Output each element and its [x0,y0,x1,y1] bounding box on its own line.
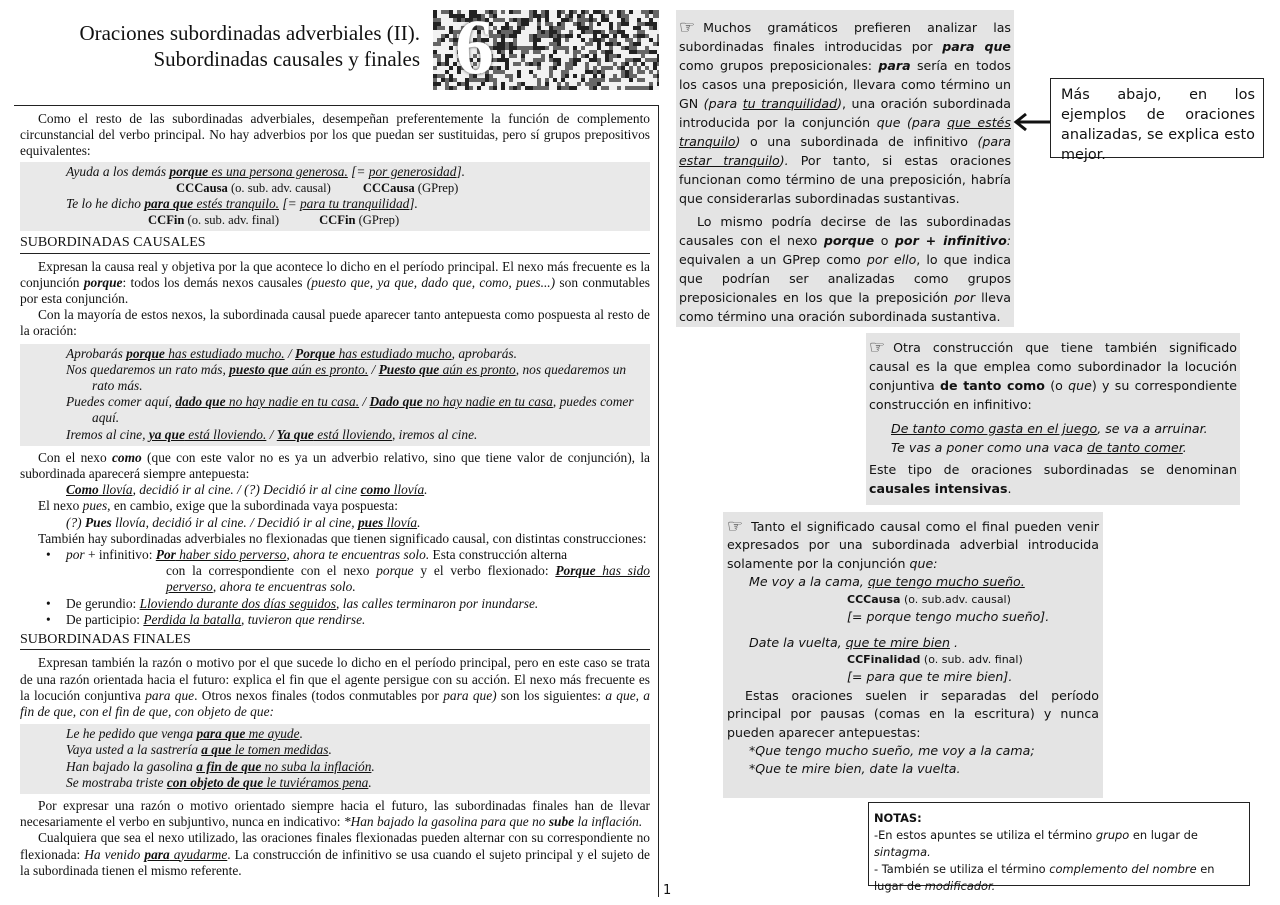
t: Nos quedaremos un rato más, [66,361,230,377]
nexo: como [360,482,391,498]
analysis-tag [727,592,1099,608]
t: aún es pronto [439,361,516,377]
list-item [66,612,650,628]
t: De participio: [66,611,144,627]
nexo: a fin de que [196,758,262,774]
t: o una subordinada de infinitivo [740,134,978,149]
example-text: para tu tranquilidad [299,196,410,212]
t: ) y su correspondiente construcción en infinitivo: [869,378,1238,412]
nexo: Ya que [276,426,314,442]
noflex-list [20,547,650,628]
t: La construcción de infinitivo se usa cuando el sujeto principal y el sujeto de la subordinada tienen el mismo referente. [20,846,650,878]
t: está lloviendo. [184,426,267,442]
unit-number: 6 [455,10,494,90]
t: que [1068,378,1092,393]
t: Este tipo de oraciones subordinadas se denominan [869,462,1237,477]
t: le tomen medidas [231,742,329,758]
note-box-que-causal-final [723,512,1103,798]
note-item [874,827,1246,861]
equivalence: [= porque tengo mucho sueño]. [847,608,1050,624]
t: , en cambio, exige que la subordinada vaya pospuesta: [107,498,398,514]
t: que (para [876,115,948,130]
t: estar tranquilo [679,153,780,168]
t: . [371,758,375,774]
nexo: porque [126,345,165,361]
causales-paragraph-1 [20,259,650,308]
causales-paragraph-como [20,450,650,482]
t: . [424,482,428,498]
page-title [40,20,420,72]
causales-paragraph-2: Con la mayoría de estos nexos, la subordinada causal puede aparecer tanto antepuesta como pospuesta al resto de la oración: [20,307,650,339]
t: , puedes comer aquí. [92,394,634,426]
t: sería en todos los casos una preposición, llevara como término un GN [679,58,1011,111]
t: sube [548,814,575,830]
section-heading-finales: SUBORDINADAS FINALES [20,632,650,650]
t: - También se utiliza el término [874,862,1050,876]
t: sintagma. [874,845,931,859]
t: . [950,635,959,651]
left-column [20,111,650,879]
example-text: [= [347,163,369,179]
t: , se va a arruinar. [1097,421,1208,436]
t: grupo [1095,828,1130,842]
t: Iremos al cine, [66,426,149,442]
nexo: a que, a fin de que, con el fin de que, con objeto de que: [20,687,650,719]
t: . [1007,481,1012,496]
t: Me voy a la cama, [749,574,868,590]
title-line-1: Oraciones subordinadas adverbiales (II). [79,21,420,45]
term: causales intensivas [869,481,1008,496]
t: aún es pronto. [288,361,369,377]
nexo: para que) [443,687,497,703]
list-item [66,547,650,596]
ungrammatical-example: *Que tengo mucho sueño, me voy a la cama; [749,743,1035,759]
title-line-2: Subordinadas causales y finales [153,47,420,71]
tag-label: CCCausa [362,180,415,195]
t: son los siguientes: [496,687,606,703]
t: Cualquiera que sea el nexo utilizado, las oraciones finales flexionadas pueden alternar con su correspondiente no flexionada: [20,830,650,862]
nexo: para que [196,726,246,742]
example [869,419,1237,438]
t: Por expresar una razón o motivo orientado siempre hacia el futuro, las subordinadas finales han de llevar necesariamente el verbo en subjuntivo, nunca en indicativo: [20,797,650,830]
nexo: Por [155,547,176,563]
unit-badge [433,10,659,90]
tag-detail: (o. sub. adv. final) [184,213,280,228]
t: Estas oraciones suelen ir separadas del período principal por pausas (comas en la escritura) y nunca pueden aparecer antepuestas: [727,687,1099,740]
nexo: por + infinitivo [894,233,1007,248]
nexo: como [111,449,142,465]
text: (puesto que, ya que, dado que, como, pues...) [306,274,556,290]
nexo: Puesto que [378,361,440,377]
t: Con el nexo [38,449,112,465]
t: Vaya usted a la sastrería [66,742,202,758]
t: complemento del nombre [1049,862,1197,876]
t: . [417,514,421,530]
t: Te vas a poner como una vaca [891,440,1088,455]
t: en lugar de [874,862,1215,893]
t: Aprobarás [66,345,127,361]
t: + infinitivo: [84,547,156,563]
t: llovía [390,482,425,498]
nexo: dado que [175,394,226,410]
nexo: con objeto de que [166,774,264,790]
text: : todos los demás nexos causales [122,274,307,290]
t: / [368,361,379,377]
t: por ello [866,252,917,267]
t: (para [703,96,743,111]
t: ). [779,153,789,168]
t: con la correspondiente con el nexo [166,563,377,579]
t: no hay nadie en tu casa. [225,394,360,410]
nexo: para [144,846,170,862]
example-text: por generosidad [368,163,457,179]
t: has estudiado mucho [335,345,452,361]
t: , ahora te encuentras solo. [212,579,356,595]
t: Esta construcción alterna [429,547,568,563]
equivalence: [= para que te mire bien]. [847,669,1013,685]
t: , lo que indica que podrían ser analizadas como grupos preposicionales en los que la preposición [679,252,1011,305]
nexo: porque [83,274,123,290]
nexo: porque [823,233,875,248]
pues-example [20,515,650,531]
t: Por tanto, si estas oraciones funcionan como término de una preposición, habría que considerarlas subordinadas sustantivas. [679,153,1012,206]
callout-box [1050,78,1264,163]
t: . [328,742,332,758]
t: está lloviendo [313,426,392,442]
t: -En estos apuntes se utiliza el término [874,828,1096,842]
finales-paragraph-3 [20,830,650,879]
note-box-finales-gprep [676,10,1014,327]
intro-examples [20,162,650,232]
example-text: [= [279,196,300,212]
t: haber sido perverso [175,547,287,563]
t: : [1006,233,1011,248]
nexo: porque [376,563,414,579]
example-text: ]. [456,163,465,179]
t: , iremos al cine. [391,426,478,442]
tag-detail: (GPrep) [414,180,459,195]
pointing-hand-icon: ☞ [869,337,886,358]
t: , tuvieron que rendirse. [241,611,366,627]
notes-box [868,802,1250,893]
example-text: estés tranquilo. [193,196,280,212]
t: y el verbo flexionado: [413,563,556,579]
t: ayudarme [169,846,228,862]
t: Le he pedido que venga [66,726,197,742]
nexo: para [878,58,911,73]
t: , una oración subordinada introducida por la conjunción [679,96,1011,130]
note-item [874,861,1246,895]
tag-detail: (o. sub. adv. causal) [227,180,331,195]
page-number: 1 [663,883,672,898]
t: , ahora te encuentras solo. [286,547,430,563]
t: *Han bajado la gasolina para que no [343,814,549,830]
t: De gerundio: [66,595,140,611]
t: Ha venido [84,846,145,862]
conclusion [869,460,1237,498]
t: (para [977,134,1011,149]
analysis-tag-row [66,212,650,228]
section-heading-causales: SUBORDINADAS CAUSALES [20,235,650,253]
text: son conmutables por esta conjunción. [20,274,651,307]
example-text: es una persona generosa. [208,163,348,179]
t: Muchos gramáticos prefieren analizar las subordinadas finales introducidas por [679,20,1011,54]
causales-paragraph-noflex: También hay subordinadas adverbiales no flexionadas que tienen significado causal, con distintas construcciones: [38,530,647,546]
tag-label: CCFinalidad [847,653,921,667]
causales-paragraph-pues [20,498,650,514]
t: . [368,774,372,790]
pointing-hand-icon: ☞ [727,516,744,537]
callout-text: Más abajo, en los ejemplos de oraciones analizadas, se explica esto mejor. [1061,87,1255,163]
t: / [266,426,277,442]
list-item [66,596,650,612]
pointing-hand-icon: ☞ [679,17,696,38]
t: Tanto el significado causal como el final pueden venir expresados por una subordinada adverbial introducida solamente por la conjunción [727,519,1099,571]
t: , decidió ir al cine. / (?) Decidió ir al cine [132,482,361,498]
example-text: Ayuda a los demás [66,163,170,179]
t: ) [735,134,741,149]
notes-title: NOTAS: [874,811,922,825]
t: . [299,726,303,742]
explanation [727,687,1099,742]
nexo: para que [145,687,195,703]
finales-paragraph-2 [20,798,650,830]
t: me ayude [245,726,300,742]
note-box-causales-intensivas [866,333,1240,505]
text: Expresan la causa real y objetiva por la que acontece lo dicho en el período principal. El nexo más frecuente es la conjunción [20,258,650,290]
nexo: ya que [148,426,185,442]
example-text: ]. [409,196,418,212]
t: De tanto como gasta en el juego [891,421,1098,436]
t: que estés tranquilo [679,115,1011,149]
t: has estudiado mucho. [164,345,285,361]
nexo: porque [169,163,209,179]
nexo: puesto que [229,361,289,377]
t: Lo mismo podría decirse de las subordinadas causales con el nexo [679,214,1011,248]
t: no suba la inflación [261,758,372,774]
t: has sido perverso [166,563,650,595]
t: / [359,394,370,410]
t: la inflación. [574,814,643,830]
t: de tanto comer [1087,440,1183,455]
nexo: Pues [84,514,112,530]
t: que tengo mucho sueño. [867,574,1025,590]
nexo: por [954,290,976,305]
t: Puedes comer aquí, [66,394,176,410]
t: . [227,846,231,862]
t: , las calles terminaron por inundarse. [336,595,539,611]
t: que: [909,555,938,571]
nexo: de tanto como [939,378,1045,393]
tag-detail: (o. sub.adv. causal) [900,592,1011,606]
t: modificador. [924,879,996,893]
tag-label: CCCausa [847,592,901,606]
tag-label: CCFin [148,213,185,228]
t: llovía, decidió ir al cine. / Decidió ir al cine, [111,514,358,530]
example [727,634,1099,652]
t: Otra construcción que tiene también significado causal es la que emplea como subordinador la locución conjuntiva [869,340,1237,393]
t: lleva como término una oración subordinada sustantiva. [679,290,1011,324]
nexo: pues [82,498,108,514]
nexo: a que [201,742,232,758]
t: llovía [383,514,418,530]
t: llovía [98,482,133,498]
t: como grupos preposicionales: [679,58,879,73]
nexo: Dado que [369,394,423,410]
t: , nos quedaremos un rato más. [92,361,627,394]
intro-paragraph: Como el resto de las subordinadas adverbiales, desempeñan preferentemente la función de complemento circunstancial del verbo principal. No hay adverbios por los que puedan ser sustituidas, pero sí grupos prepositivos equivalentes: [20,111,650,159]
t: Perdida la batalla [143,611,242,627]
t: . Otros nexos finales (todos conmutables por [194,687,444,703]
analysis-tag-row [66,180,650,196]
finales-examples [20,724,650,794]
t: le tuviéramos pena [263,774,369,790]
t: , aprobarás. [451,345,517,361]
ungrammatical-example: *Que te mire bien, date la vuelta. [749,761,961,777]
t: que te mire bien [845,635,951,651]
t: Expresan también la razón o motivo por el que sucede lo dicho en el período principal, pero en este caso se trata de una razón orientada hacia el futuro: explica el fin que el agente persigue con su acción. El nexo más frecuente es la locución conjuntiva [20,655,650,703]
analysis-tag [727,652,1099,668]
finales-paragraph-1 [20,655,650,720]
t: Se mostraba triste [66,774,167,790]
nexo: pues [357,514,384,530]
example [869,438,1237,457]
como-example [20,482,650,498]
t: Date la vuelta, [749,635,846,651]
t: / [284,345,296,361]
t: no hay nadie en tu casa [422,394,553,410]
t: Lloviendo durante dos días seguidos [139,595,337,611]
t: (o [1044,378,1069,393]
example-text: Te lo he dicho [66,196,145,212]
t: o [874,233,895,248]
t: tu tranquilidad [742,96,838,111]
t: equivalen a un GPrep como [679,252,867,267]
arrow-left-icon [1012,112,1052,132]
t: en lugar de [1129,828,1198,842]
example [727,573,1099,591]
tag-detail: (GPrep) [355,213,400,228]
tag-label: CCCausa [176,180,228,195]
nexo: para que [144,196,194,212]
t: . [1182,440,1187,455]
t: El nexo [38,498,83,514]
t: ) [837,96,843,111]
nexo: Porque [295,345,336,361]
tag-detail: (o. sub. adv. final) [920,653,1023,667]
nexo: para que [942,39,1011,54]
t: (que con este valor no es ya un adverbio relativo, sino que tiene valor de conjunción), la subordinada aparecerá siempre antepuesta: [20,449,650,482]
nexo: Porque [555,563,596,579]
t: (?) [66,514,85,530]
causales-examples [20,344,650,446]
t: Han bajado la gasolina [66,758,197,774]
nexo: Como [66,482,99,498]
t: por [66,547,85,563]
tag-label: CCFin [319,213,356,228]
